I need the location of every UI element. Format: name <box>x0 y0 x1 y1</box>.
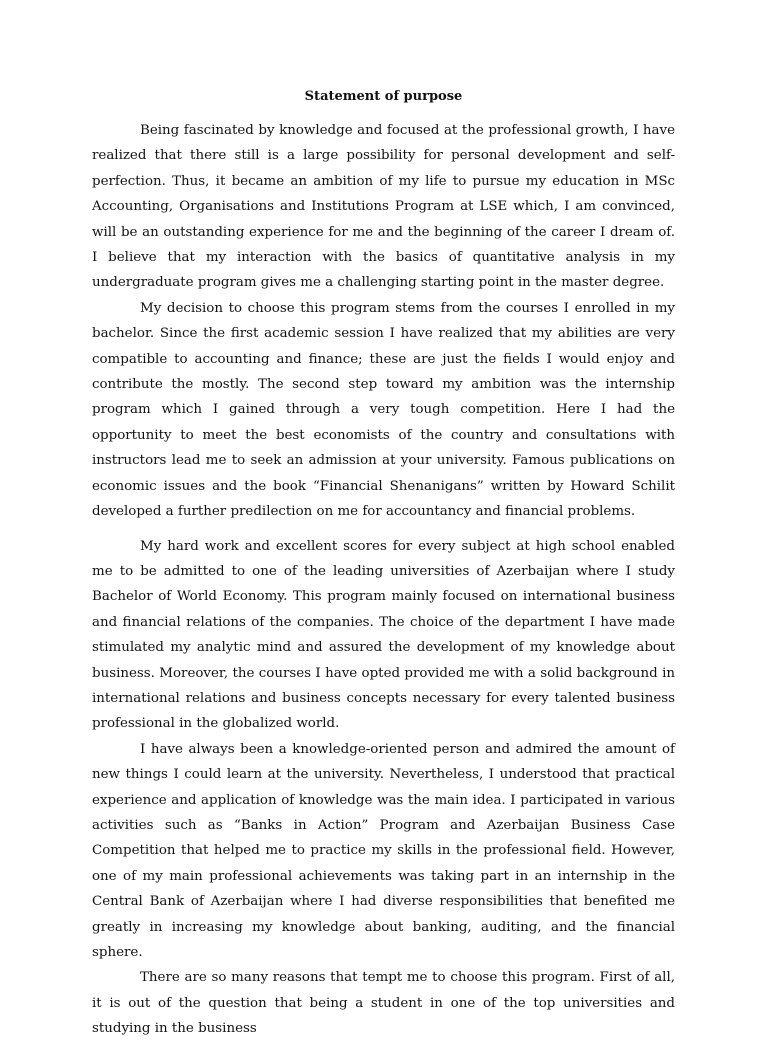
paragraph-5: There are so many reasons that tempt me to choose this program. First of all, it is out of the question that being a student in one of the top universities and studying in the business <box>92 970 675 1037</box>
paragraph-3: My hard work and excellent scores for every subject at high school enabled me to be admitted to one of the leading universities of Azerbaijan where I study Bachelor of World Economy. This program mainly focused on international business and financial relations of the companies. The choice of the department I have made stimulated my analytic mind and assured the development of my knowledge about business. Moreover, the courses I have opted provided me with a solid background in international relations and business concepts necessary for every talented business professional in the globalized world. <box>92 538 675 732</box>
paragraph-2: My decision to choose this program stems from the courses I enrolled in my bachelor. Since the first academic session I have realized that my abilities are very compatible to accounting and finance; these are just the fields I would enjoy and contribute the mostly. The second step toward my ambition was the internship program which I gained through a very tough competition. Here I had the opportunity to meet the best economists of the country and consultations with instructors lead me to seek an admission at your university. Famous publications on economic issues and the book “Financial Shenanigans” written by Howard Schilit developed a further predilection on me for accountancy and financial problems. <box>92 300 675 520</box>
paragraph-4: I have always been a knowledge-oriented person and admired the amount of new things I could learn at the university. Nevertheless, I understood that practical experience and application of knowledge was the main idea. I participated in various activities such as “Banks in Action” Program and Azerbaijan Business Case Competition that helped me to practice my skills in the professional field. However, one of my main professional achievements was taking part in an internship in the Central Bank of Azerbaijan where I had diverse responsibilities that benefited me greatly in increasing my knowledge about banking, auditing, and the financial sphere. <box>92 741 675 960</box>
paragraph-1: Being fascinated by knowledge and focused at the professional growth, I have realized that there still is a large possibility for personal development and self-perfection. Thus, it became an ambition of my life to pursue my education in MSc Accounting, Organisations and Institutions Program at LSE which, I am convinced, will be an outstanding experience for me and the beginning of the career I dream of. I believe that my interaction with the basics of quantitative analysis in my undergraduate program gives me a challenging starting point in the master degree. <box>92 123 675 291</box>
document-title: Statement of purpose <box>304 89 463 104</box>
